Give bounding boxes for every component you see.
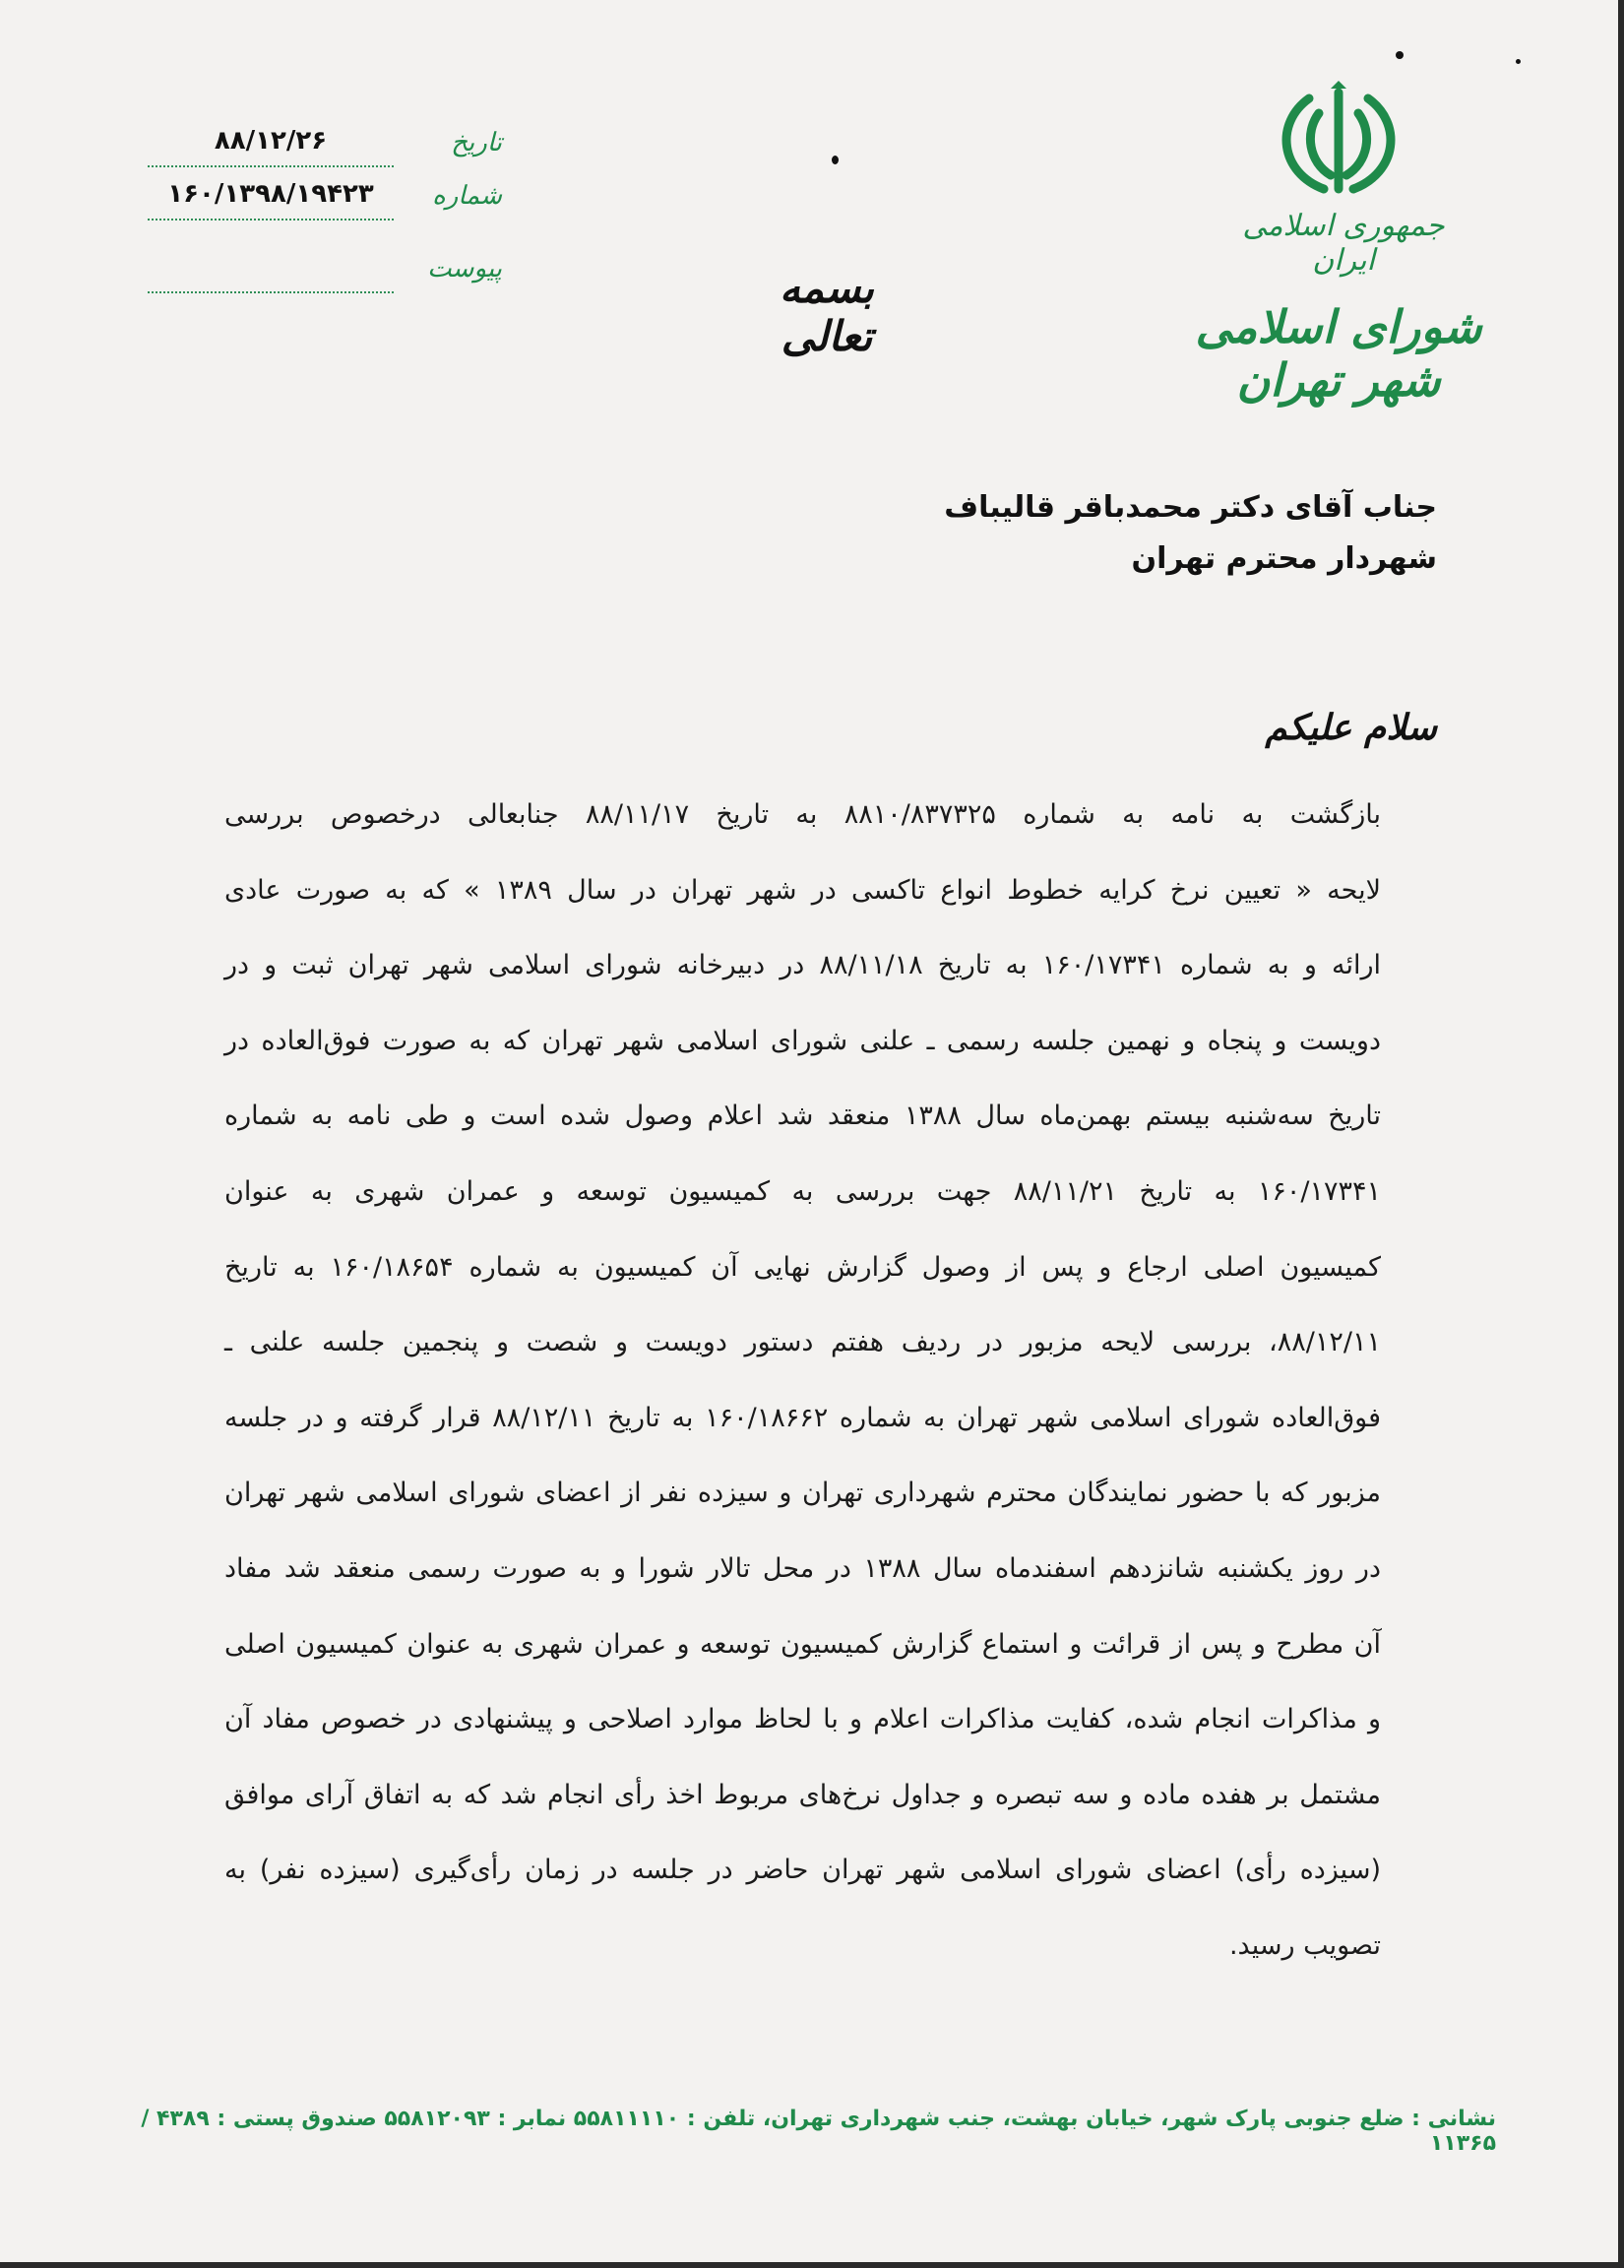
date-label: تاریخ	[451, 128, 502, 158]
body-line: مشتمل بر هفده ماده و سه تبصره و جداول نرخ‌های مربوط اخذ رأی انجام شد که به اتفاق آرای موافق	[224, 1779, 1381, 1810]
scan-speck	[1516, 59, 1521, 64]
attachment-field	[148, 252, 502, 295]
number-field	[148, 179, 502, 222]
body-line: فوق‌العاده شورای اسلامی شهر تهران به شماره ۱۶۰/۱۸۶۶۲ به تاریخ ۸۸/۱۲/۱۱ قرار گرفته و در جلسه	[224, 1402, 1382, 1433]
addressee-name: جناب آقای دکتر محمدباقر قالیباف	[944, 490, 1437, 525]
date-field	[148, 126, 502, 169]
body-line: ۱۶۰/۱۷۳۴۱ به تاریخ ۸۸/۱۱/۲۱ جهت بررسی به کمیسیون توسعه و عمران شهری به عنوان	[224, 1175, 1381, 1207]
body-line: و مذاکرات انجام شده، کفایت مذاکرات اعلام و با لحاظ موارد اصلاحی و پیشنهادی در خصوص مفاد آن	[224, 1704, 1381, 1735]
body-line: (سیزده رأی) اعضای شورای اسلامی شهر تهران حاضر در جلسه در زمان رأی‌گیری (سیزده نفر) به	[224, 1855, 1381, 1886]
body-line: لایحه « تعیین نرخ کرایه خطوط انواع تاکسی در شهر تهران در سال ۱۳۸۹ » که به صورت عادی	[224, 874, 1381, 906]
addressee-block	[689, 482, 1437, 585]
council-name: شورای اسلامی شهر تهران	[1195, 300, 1482, 407]
letter-body	[224, 778, 1381, 1984]
footer-address: نشانی : ضلع جنوبی پارک شهر، خیابان بهشت، جنب شهرداری تهران، تلفن : ۵۵۸۱۱۱۱۰ نمابر : ۵۵۸۱۲۰۹۳ صندوق پستی : ۴۳۸۹ / ۱۱۳۶۵	[141, 2107, 1496, 2156]
basmala: بسمه تعالی	[780, 264, 874, 360]
number-value: ۱۶۰/۱۳۹۸/۱۹۴۲۳	[148, 179, 394, 220]
number-label: شماره	[432, 181, 502, 211]
date-value: ۸۸/۱۲/۲۶	[148, 126, 394, 167]
body-line: بازگشت به نامه به شماره ۸۸۱۰/۸۳۷۳۲۵ به تاریخ ۸۸/۱۱/۱۷ جنابعالی درخصوص بررسی	[224, 799, 1381, 830]
body-line: ارائه و به شماره ۱۶۰/۱۷۳۴۱ به تاریخ ۸۸/۱۱/۱۸ در دبیرخانه شورای اسلامی شهر تهران ثبت و در	[224, 950, 1381, 981]
body-line: کمیسیون اصلی ارجاع و پس از وصول گزارش نهایی آن کمیسیون به شماره ۱۶۰/۱۸۶۵۴ به تاریخ	[224, 1251, 1381, 1283]
iran-emblem-icon	[1270, 79, 1407, 207]
body-line: دویست و پنجاه و نهمین جلسه رسمی ـ علنی شورای اسلامی شهر تهران که به صورت فوق‌العاده در	[224, 1025, 1381, 1056]
scan-speck	[1396, 51, 1404, 59]
attachment-label: پیوست	[427, 254, 502, 284]
country-name: جمهوری اسلامی ایران	[1242, 209, 1445, 278]
greeting: سلام علیکم	[1265, 707, 1437, 748]
body-line: تاریخ سه‌شنبه بیستم بهمن‌ماه سال ۱۳۸۸ منعقد شد اعلام وصول شده است و طی نامه به شماره	[224, 1101, 1381, 1132]
body-line: آن مطرح و پس از قرائت و استماع گزارش کمیسیون توسعه و عمران شهری به عنوان کمیسیون اصلی	[224, 1628, 1381, 1660]
body-line: مزبور که با حضور نمایندگان محترم شهرداری تهران و سیزده نفر از اعضای شورای اسلامی شهر تهران	[224, 1478, 1381, 1509]
addressee-title: شهردار محترم تهران	[1131, 541, 1437, 576]
body-line: تصویب رسید.	[1228, 1929, 1381, 1961]
body-line: در روز یکشنبه شانزدهم اسفندماه سال ۱۳۸۸ در محل تالار شورا و به صورت رسمی منعقد شد مفاد	[224, 1552, 1381, 1584]
scan-speck	[832, 156, 839, 164]
attachment-value	[148, 252, 394, 293]
body-line: ۸۸/۱۲/۱۱، بررسی لایحه مزبور در ردیف هفتم دستور دویست و شصت و پنجمین جلسه علنی ـ	[224, 1327, 1381, 1358]
